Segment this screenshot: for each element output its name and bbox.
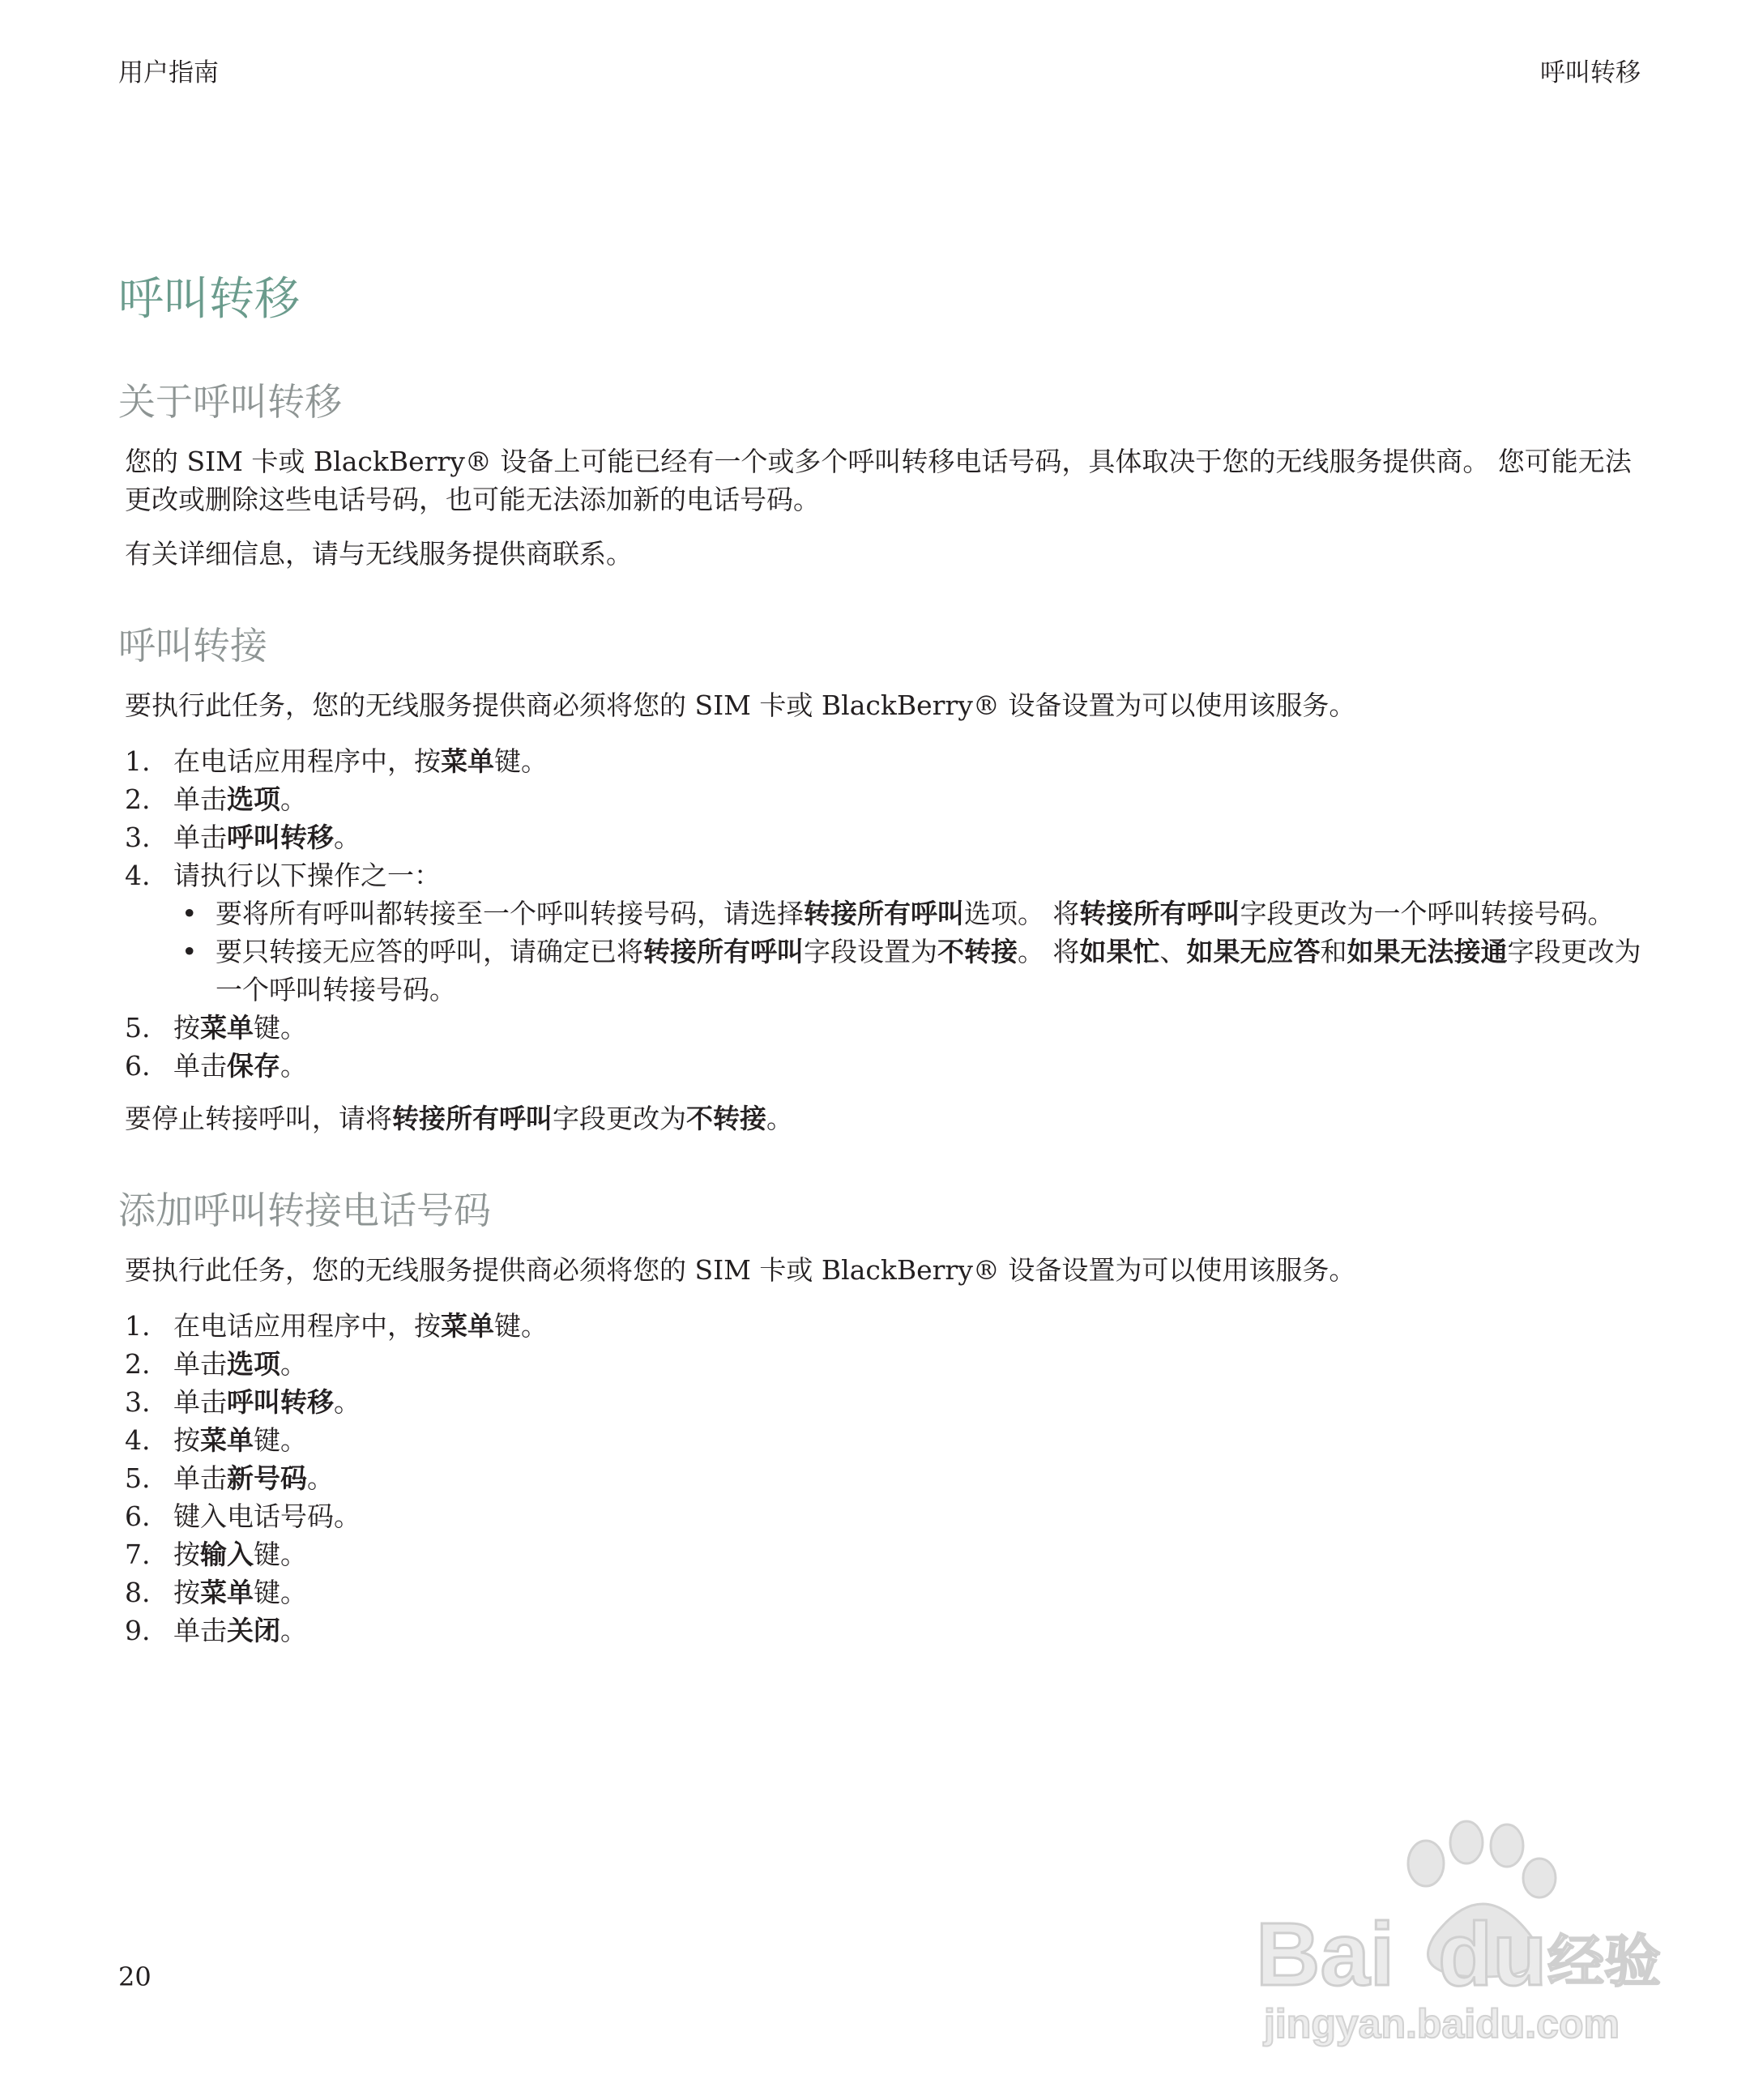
outro-text: 要停止转接呼叫，请将 xyxy=(125,1103,392,1134)
ui-term: 关闭 xyxy=(227,1615,280,1646)
step-text: 。 xyxy=(334,822,361,853)
watermark-url: jingyan.baidu.com xyxy=(1264,2001,1620,2047)
outro-text: 。 xyxy=(766,1103,793,1134)
ui-term: 输入 xyxy=(200,1539,254,1570)
ui-term: 转接所有呼叫 xyxy=(392,1103,553,1134)
page-title: 呼叫转移 xyxy=(118,273,300,326)
step-item xyxy=(125,818,1641,856)
step-text: 单击 xyxy=(173,1615,227,1646)
step-number: 2. xyxy=(125,1348,151,1380)
running-header-left: 用户指南 xyxy=(118,58,219,88)
step-item xyxy=(125,1047,1641,1085)
step-item xyxy=(125,742,1641,780)
ui-term: 菜单 xyxy=(200,1424,254,1456)
task-intro: 要执行此任务，您的无线服务提供商必须将您的 SIM 卡或 BlackBerry® 设备设置为可以使用该服务。 xyxy=(125,689,1356,721)
step-item xyxy=(125,1535,1641,1573)
step-item xyxy=(125,1307,1641,1345)
ui-term: 转接所有呼叫 xyxy=(804,898,964,929)
ui-term: 菜单 xyxy=(441,1310,494,1342)
step-number: 8. xyxy=(125,1577,151,1608)
step-text: 。 xyxy=(280,1348,307,1380)
option-text: 要将所有呼叫都转接至一个呼叫转接号码，请选择 xyxy=(216,898,804,929)
step-text: 键。 xyxy=(254,1577,307,1608)
step-item xyxy=(125,1611,1641,1650)
section-heading-about: 关于呼叫转移 xyxy=(118,380,342,424)
step-text: 。 xyxy=(307,1462,334,1494)
step-text: 。 xyxy=(280,1050,307,1082)
step-item xyxy=(125,1421,1641,1459)
step-text: 按 xyxy=(173,1012,200,1044)
step-item xyxy=(125,1497,1641,1535)
ui-term: 如果无应答 xyxy=(1186,936,1321,967)
page-content xyxy=(118,267,1641,1664)
ui-term: 如果忙 xyxy=(1079,936,1160,967)
ui-term: 呼叫转移 xyxy=(227,1386,334,1418)
step-text: 键。 xyxy=(494,745,548,777)
paragraph: 有关详细信息，请与无线服务提供商联系。 xyxy=(125,538,633,570)
watermark-suffix: 经验 xyxy=(1547,1928,1661,1995)
step-item xyxy=(125,1383,1641,1421)
option-item xyxy=(173,894,1641,933)
ui-term: 新号码 xyxy=(227,1462,307,1494)
step-text: 。 xyxy=(334,1386,361,1418)
ui-term: 菜单 xyxy=(441,745,494,777)
option-text: 、 xyxy=(1159,936,1187,967)
step-text: 在电话应用程序中，按 xyxy=(173,1310,441,1342)
paragraph: 您的 SIM 卡或 BlackBerry® 设备上可能已经有一个或多个呼叫转移电话号码，具体取决于您的无线服务提供商。 您可能无法更改或删除这些电话号码，也可能无法添加新的电话号码。 xyxy=(125,446,1632,515)
step-item xyxy=(125,1345,1641,1383)
option-text: 字段更改为一个呼叫转接号码。 xyxy=(1240,898,1615,929)
step-text: 单击 xyxy=(173,1348,227,1380)
step-text: 键入电话号码。 xyxy=(173,1500,361,1532)
ui-term: 呼叫转移 xyxy=(227,822,334,853)
step-number: 3. xyxy=(125,1386,151,1418)
ui-term: 不转接 xyxy=(937,936,1018,967)
step-text: 按 xyxy=(173,1424,200,1456)
step-text: 请执行以下操作之一： xyxy=(173,860,441,891)
step-text: 单击 xyxy=(173,822,227,853)
step-item xyxy=(125,1573,1641,1611)
step-number: 6. xyxy=(125,1050,151,1082)
step-item xyxy=(125,1459,1641,1497)
step-number: 4. xyxy=(125,860,151,891)
step-number: 1. xyxy=(125,745,151,777)
step-number: 6. xyxy=(125,1500,151,1532)
step-text: 单击 xyxy=(173,1462,227,1494)
step-text: 键。 xyxy=(254,1424,307,1456)
running-header-right: 呼叫转移 xyxy=(1540,58,1641,88)
section-heading-add-number: 添加呼叫转接电话号码 xyxy=(118,1189,491,1232)
ui-term: 选项 xyxy=(227,783,280,815)
ui-term: 转接所有呼叫 xyxy=(643,936,804,967)
ui-term: 保存 xyxy=(227,1050,280,1082)
step-text: 按 xyxy=(173,1577,200,1608)
ui-term: 如果无法接通 xyxy=(1347,936,1508,967)
bullet-icon: • xyxy=(181,898,198,929)
watermark-brand-left: Bai xyxy=(1256,1905,1395,2004)
step-text: 单击 xyxy=(173,1050,227,1082)
step-text: 按 xyxy=(173,1539,200,1570)
option-text: 字段更改为一个呼叫转接号码。 xyxy=(216,936,1641,1005)
section-heading-forwarding: 呼叫转接 xyxy=(118,624,267,668)
page-number: 20 xyxy=(118,1961,152,1992)
baidu-watermark xyxy=(1240,1815,1661,2050)
ui-term: 菜单 xyxy=(200,1012,254,1044)
task-outro xyxy=(125,1099,1641,1138)
watermark-brand-right: du xyxy=(1438,1905,1547,2004)
step-number: 7. xyxy=(125,1539,151,1570)
ui-term: 选项 xyxy=(227,1348,280,1380)
option-text: 。 将 xyxy=(1018,936,1080,967)
step-item xyxy=(125,780,1641,818)
bullet-icon: • xyxy=(181,936,198,967)
step-text: 键。 xyxy=(254,1012,307,1044)
option-text: 和 xyxy=(1320,936,1347,967)
step-number: 5. xyxy=(125,1012,151,1044)
option-text: 选项。 将 xyxy=(964,898,1080,929)
step-text: 键。 xyxy=(254,1539,307,1570)
step-text: 。 xyxy=(280,1615,307,1646)
step-item xyxy=(125,1009,1641,1047)
step-list xyxy=(125,742,1641,1085)
option-item xyxy=(173,933,1641,1009)
option-text: 字段设置为 xyxy=(804,936,937,967)
ui-term: 不转接 xyxy=(686,1103,766,1134)
step-number: 2. xyxy=(125,783,151,815)
step-number: 9. xyxy=(125,1615,151,1646)
step-text: 在电话应用程序中，按 xyxy=(173,745,441,777)
option-text: 要只转接无应答的呼叫，请确定已将 xyxy=(216,936,643,967)
step-item xyxy=(125,856,1641,1009)
step-text: 。 xyxy=(280,783,307,815)
step-number: 1. xyxy=(125,1310,151,1342)
step-text: 键。 xyxy=(494,1310,548,1342)
task-intro: 要执行此任务，您的无线服务提供商必须将您的 SIM 卡或 BlackBerry® 设备设置为可以使用该服务。 xyxy=(125,1254,1356,1286)
outro-text: 字段更改为 xyxy=(553,1103,686,1134)
step-list xyxy=(125,1307,1641,1650)
step-text: 单击 xyxy=(173,1386,227,1418)
ui-term: 转接所有呼叫 xyxy=(1079,898,1240,929)
step-number: 5. xyxy=(125,1462,151,1494)
option-list xyxy=(173,894,1641,1009)
ui-term: 菜单 xyxy=(200,1577,254,1608)
baidu-paw-logo-icon xyxy=(1240,1815,1661,2050)
step-text: 单击 xyxy=(173,783,227,815)
step-number: 3. xyxy=(125,822,151,853)
step-number: 4. xyxy=(125,1424,151,1456)
